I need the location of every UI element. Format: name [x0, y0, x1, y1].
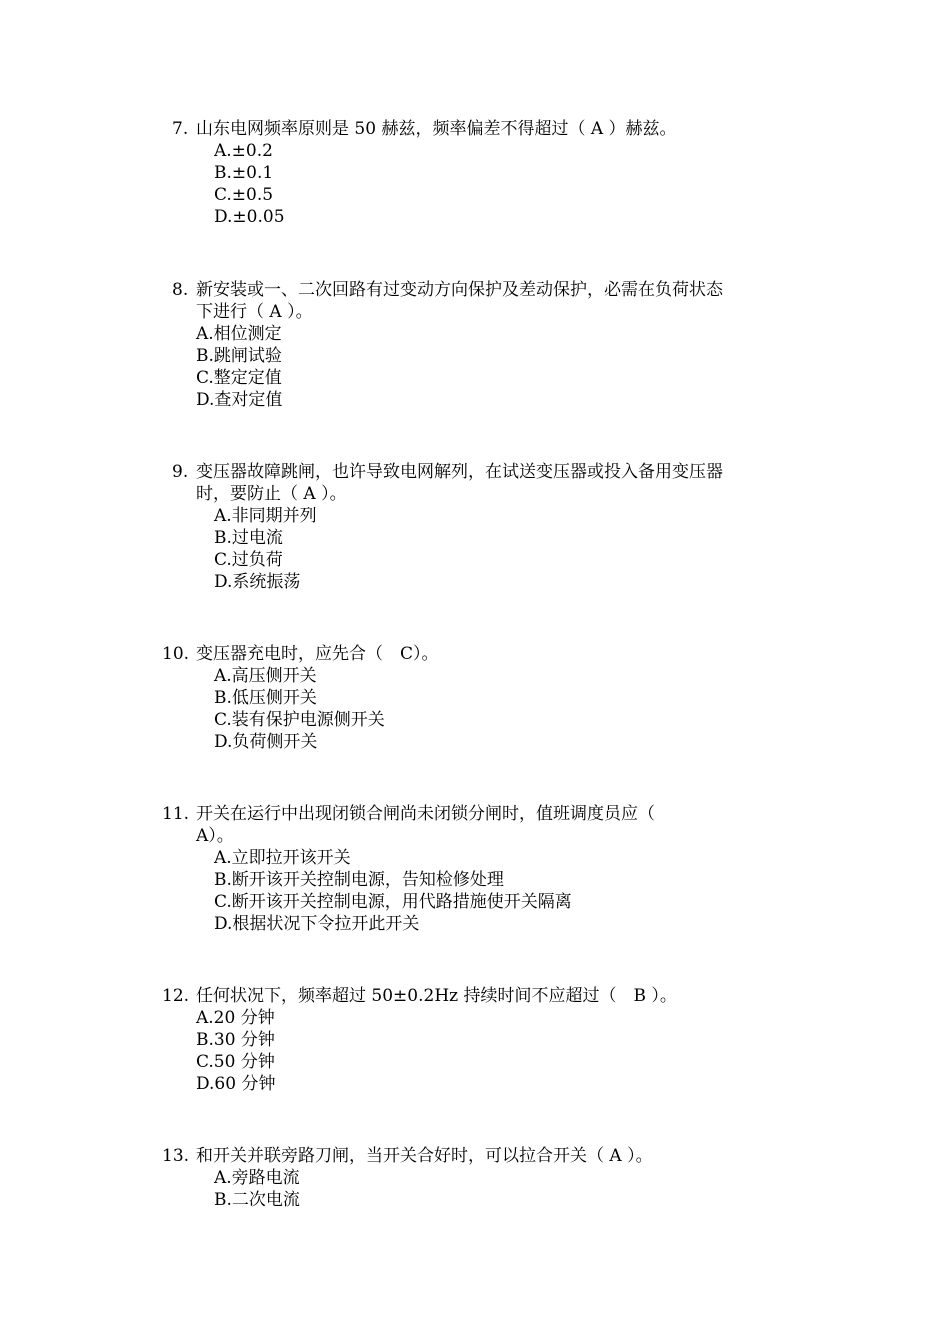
option-c: C.50 分钟 [196, 1052, 275, 1072]
option-d: D.根据状况下令拉开此开关 [214, 914, 420, 934]
option-b: B.跳闸试验 [196, 346, 282, 366]
option-c: C.整定定值 [196, 368, 282, 388]
question-stem: 山东电网频率原则是 50 赫兹，频率偏差不得超过（ A ）赫兹。 [196, 119, 677, 139]
option-a: A.非同期并列 [214, 506, 317, 526]
option-c: C.过负荷 [214, 550, 283, 570]
question-number: 11. [162, 804, 190, 824]
option-b: B.低压侧开关 [214, 688, 317, 708]
option-d: D.系统振荡 [214, 572, 301, 592]
option-b: B.断开该开关控制电源，告知检修处理 [214, 870, 504, 890]
option-a: A.高压侧开关 [214, 666, 317, 686]
option-c: C.装有保护电源侧开关 [214, 710, 385, 730]
question-number: 10. [162, 644, 190, 664]
question-number: 12. [162, 986, 190, 1006]
question-stem: 任何状况下，频率超过 50±0.2Hz 持续时间不应超过（ B ）。 [196, 986, 677, 1006]
option-a: A.±0.2 [214, 141, 273, 161]
question-stem-continued: 时，要防止（ A ）。 [196, 484, 347, 504]
option-a: A.相位测定 [196, 324, 282, 344]
question-number: 8. [172, 280, 189, 300]
option-d: D.60 分钟 [196, 1074, 276, 1094]
option-b: B.二次电流 [214, 1190, 300, 1210]
option-a: A.旁路电流 [214, 1168, 300, 1188]
question-stem-continued: A）。 [196, 826, 234, 846]
option-a: A.立即拉开该开关 [214, 848, 351, 868]
question-stem: 新安装或一、二次回路有过变动方向保护及差动保护，必需在负荷状态 [196, 280, 723, 300]
option-d: D.±0.05 [214, 207, 285, 227]
option-b: B.过电流 [214, 528, 283, 548]
option-c: C.±0.5 [214, 185, 274, 205]
option-d: D.负荷侧开关 [214, 732, 318, 752]
option-a: A.20 分钟 [196, 1008, 275, 1028]
option-d: D.查对定值 [196, 390, 283, 410]
question-stem: 开关在运行中出现闭锁合闸尚未闭锁分闸时，值班调度员应（ [196, 804, 655, 824]
question-stem: 和开关并联旁路刀闸，当开关合好时，可以拉合开关（ A ）。 [196, 1146, 653, 1166]
question-stem-continued: 下进行（ A ）。 [196, 302, 313, 322]
question-number: 13. [162, 1146, 190, 1166]
question-number: 7. [172, 119, 189, 139]
option-b: B.30 分钟 [196, 1030, 275, 1050]
option-c: C.断开该开关控制电源，用代路措施使开关隔离 [214, 892, 572, 912]
question-stem: 变压器故障跳闸，也许导致电网解列，在试送变压器或投入备用变压器 [196, 462, 723, 482]
question-number: 9. [172, 462, 189, 482]
option-b: B.±0.1 [214, 163, 274, 183]
question-stem: 变压器充电时，应先合（ C）。 [196, 644, 439, 664]
